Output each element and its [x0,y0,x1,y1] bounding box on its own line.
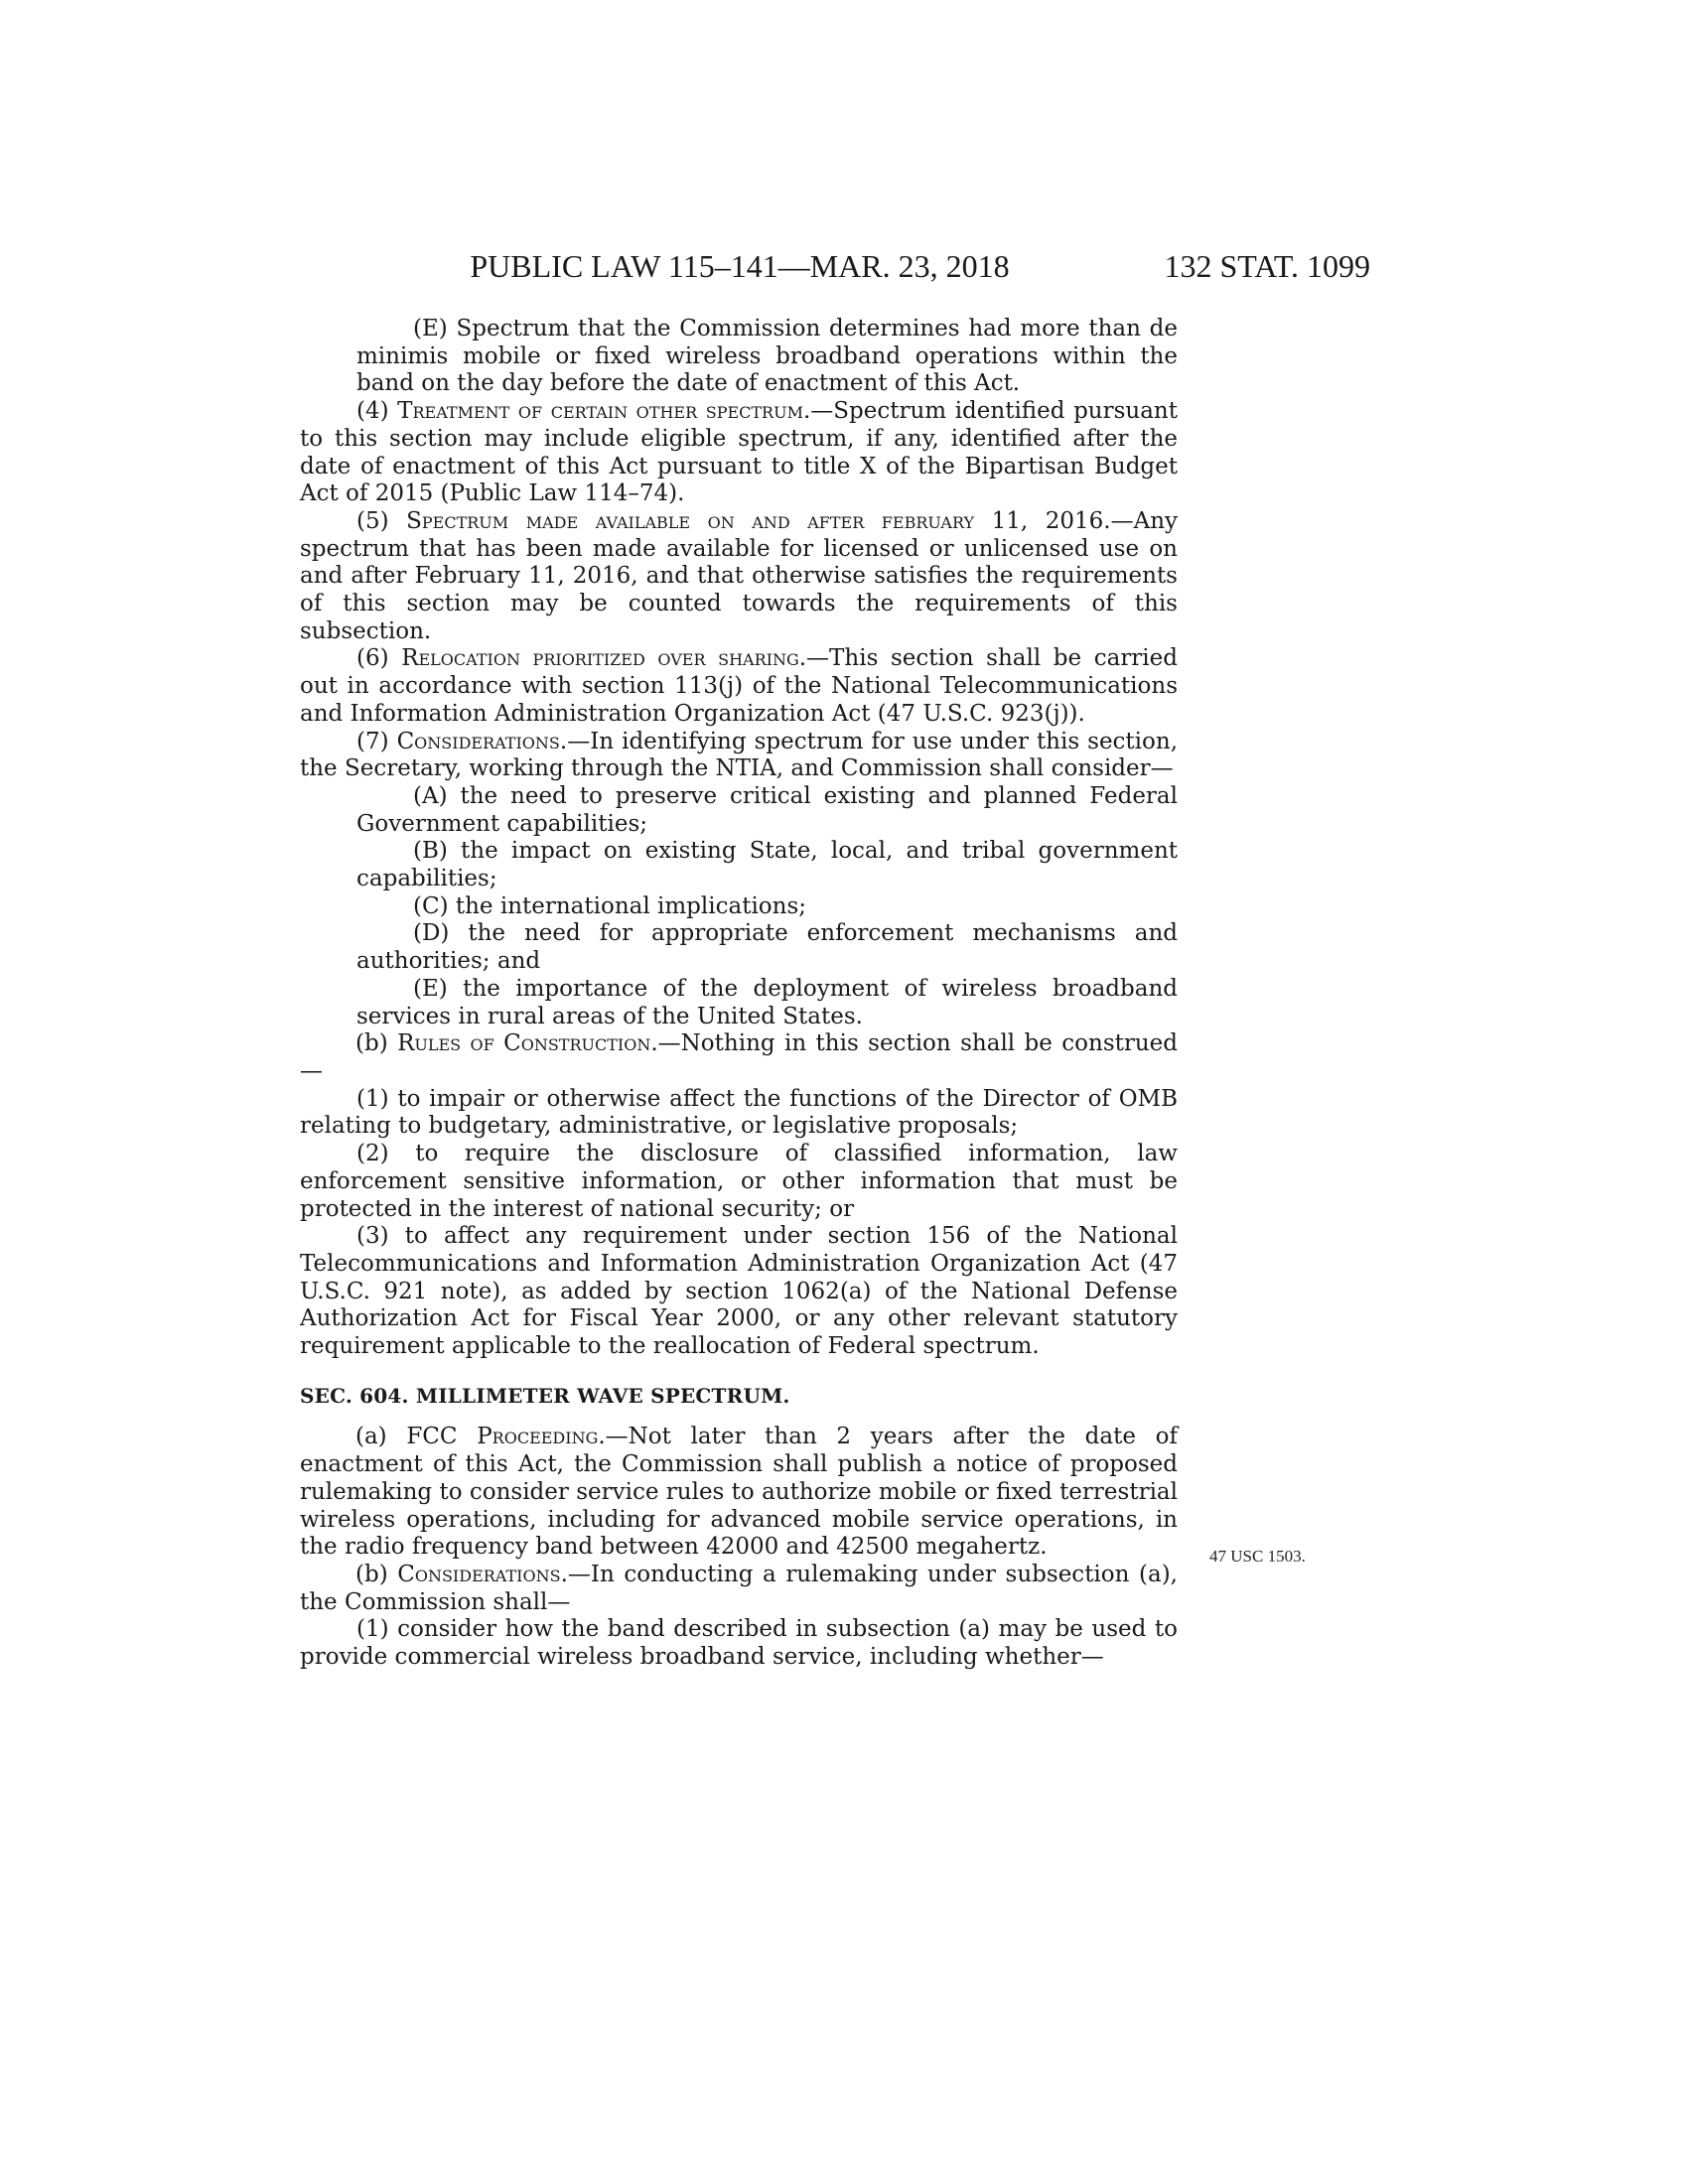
para-heading: Treatment of certain other spectrum [397,398,803,425]
para-text: .—In identifying spectrum for use under this section, the Secretary, working through the NTIA, and Commission shall consider— [300,728,1179,782]
paragraph-7-E: (E) the importance of the deployment of wireless broadband services in rural areas of the United States. [356,975,1178,1029]
para-heading: Considerations [396,728,560,754]
para-heading: Spectrum made available on and after february [406,507,975,534]
para-text: 11, 2016.—Any spectrum that has been made available for licensed or unlicensed use on and after February 11, 2016, and that otherwise satisfies the requirements of this section may be counted towards the requirements of this subsection. [300,507,1178,644]
para-heading: Considerations [397,1561,561,1587]
para-lead: (7) [356,728,397,754]
para-lead: (b) [355,1561,398,1587]
subsection-a-fcc [300,1424,1178,1562]
paragraph-7-C: (C) the international implications; [413,892,807,919]
section-heading: SEC. 604. MILLIMETER WAVE SPECTRUM. [300,1383,790,1408]
subsection-b-considerations [300,1562,1178,1616]
para-text: .—This section shall be carried out in accordance with section 113(j) of the National Telecommunications and Information Administration Organization Act (47 U.S.C. 923(j)). [300,645,1178,727]
header-title: PUBLIC LAW 115–141—MAR. 23, 2018 [470,248,1010,284]
paragraph-7-D: (D) the need for appropriate enforcement mechanisms and authorities; and [356,920,1178,975]
paragraph-6 [300,645,1178,728]
para-text: .—Not later than 2 years after the date of enactment of this Act, the Commission shall publish a notice of proposed rulemaking to consider service rules to authorize mobile or fixed terrestrial wireless operations, including for advanced mobile service operations, in the radio frequency band between 42000 and 42500 megahertz. [300,1424,1178,1561]
paragraph-b-1-consider: (1) consider how the band described in subsection (a) may be used to provide commercial wireless broadband service, including whether— [300,1616,1178,1671]
para-lead: (5) [356,507,407,534]
subsection-b [300,1030,1178,1085]
paragraph-b-3: (3) to affect any requirement under section 156 of the National Telecommunications and Information Administration Organization Act (47 U.S.C. 921 note), as added by section 1062(a) of the National Defense Authorization Act for Fiscal Year 2000, or any other relevant statutory requirement applicable to the reallocation of Federal spectrum. [300,1223,1178,1360]
para-lead: (b) [355,1030,398,1057]
paragraph-7-A: (A) the need to preserve critical existing and planned Federal Government capabilities; [356,782,1178,837]
para-lead: (4) [356,398,398,425]
paragraph-b-1: (1) to impair or otherwise affect the functions of the Director of OMB relating to budgetary, administrative, or legislative proposals; [300,1085,1178,1140]
document-body [300,316,1178,1672]
para-text: .—Nothing in this section shall be construed— [300,1030,1179,1084]
para-heading: Relocation prioritized over sharing [401,645,799,672]
paragraph-4 [300,398,1178,508]
paragraph-7 [300,729,1178,783]
paragraph-b-2: (2) to require the disclosure of classified information, law enforcement sensitive information, or other information that must be protected in the interest of national security; or [300,1141,1178,1222]
running-header [447,248,1370,288]
para-heading: Proceeding [477,1424,599,1450]
paragraph-5 [300,508,1178,646]
paragraph-7-B: (B) the impact on existing State, local, and tribal government capabilities; [356,838,1178,892]
paragraph-3-E: (E) Spectrum that the Commission determines had more than de minimis mobile or fixed wireless broadband operations within the band on the day before the date of enactment of this Act. [356,316,1178,397]
para-heading: Rules of Construction [397,1030,651,1057]
para-lead: (6) [356,645,402,672]
para-text: .—Spectrum identified pursuant to this section may include eligible spectrum, if any, identified after the date of enactment of this Act pursuant to title X of the Bipartisan Budget Act of 2015 (Public Law 114–74). [300,398,1178,507]
header-stat-page: 132 STAT. 1099 [1164,248,1370,284]
margin-citation: 47 USC 1503. [1209,1547,1306,1566]
para-text: .—In conducting a rulemaking under subsection (a), the Commission shall— [300,1561,1178,1615]
para-lead: (a) FCC [355,1424,478,1450]
